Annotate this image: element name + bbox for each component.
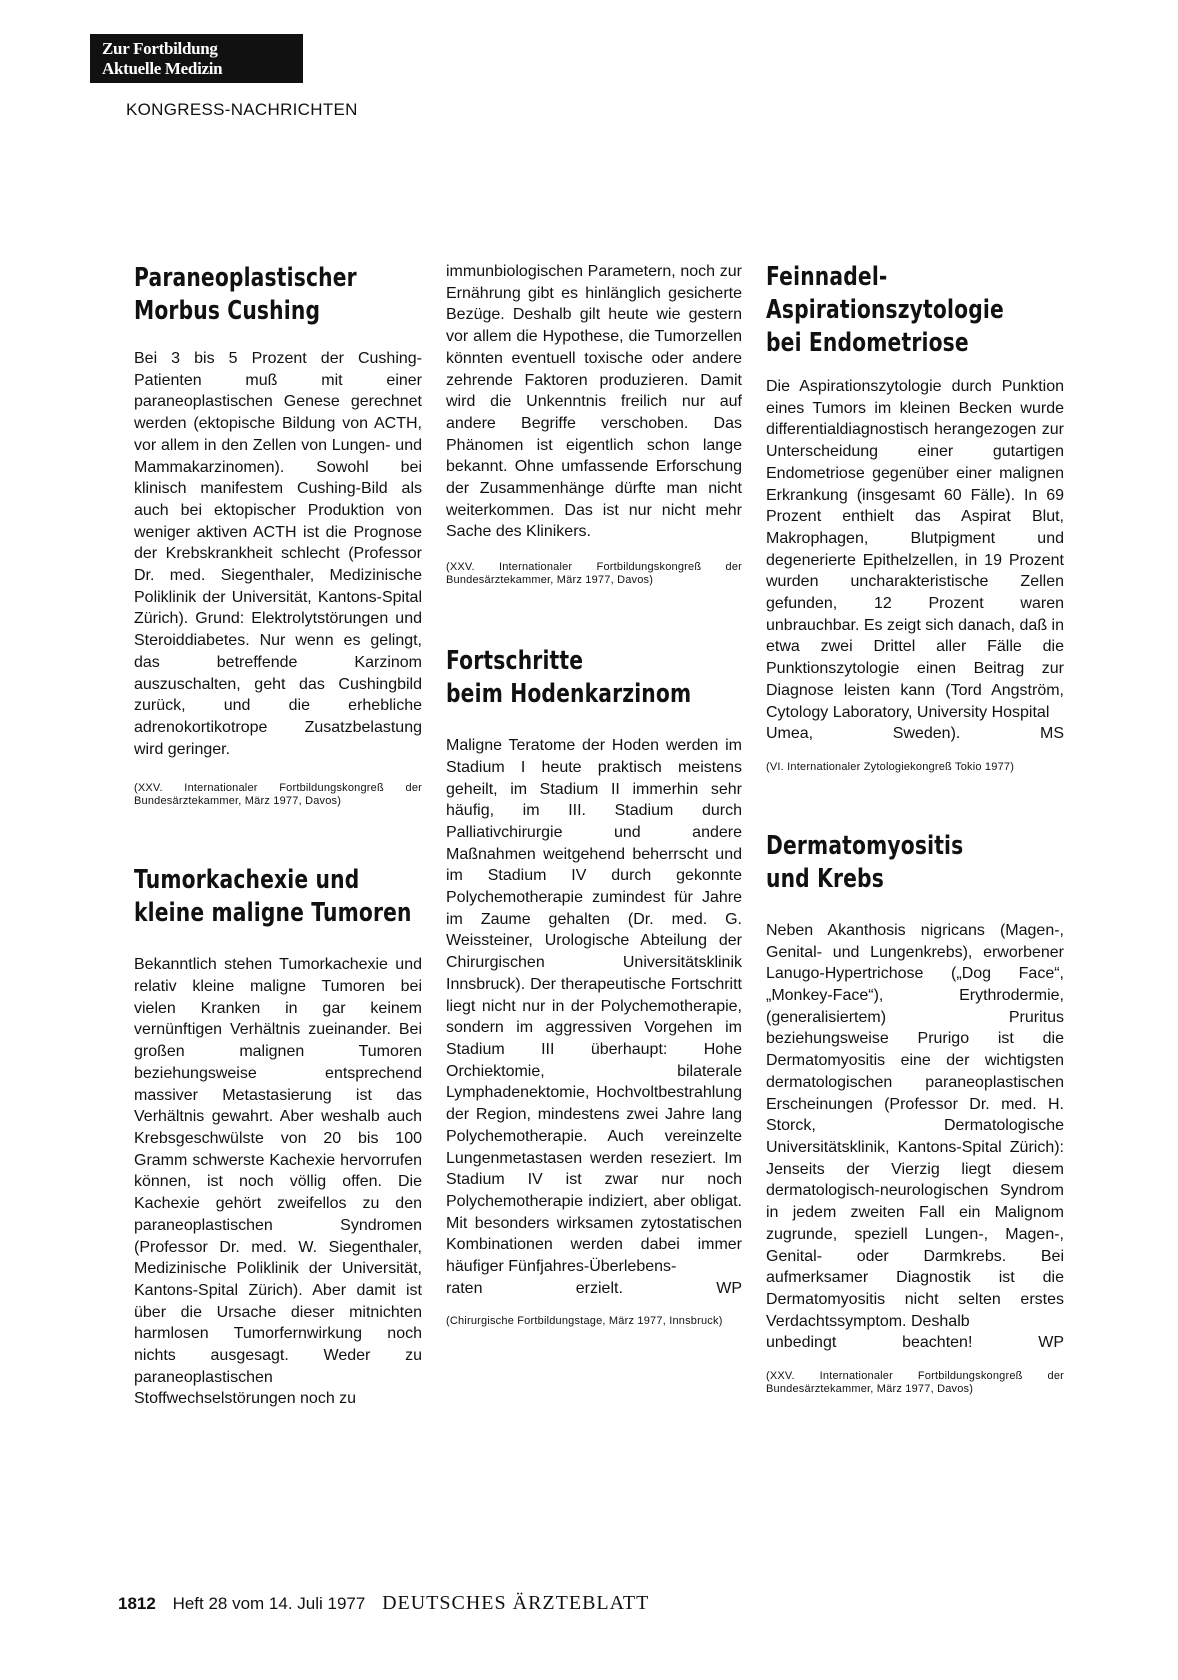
article-source-dermatomyositis: (XXV. Internationaler Fortbildungskongreß der Bundesärztekammer, März 1977, Davos) [766, 1370, 1064, 1396]
article-body-dermatomyositis: Neben Akanthosis nigricans (Magen-, Genital- und Lungenkrebs), erworbener Lanugo-Hypertrichose („Dog Face“, „Monkey-Face“), Erythrodermie, (generalisiertem) Pruritus beziehungsweise Prurigo ist die Dermatomyositis eine der wichtigsten dermatologischen paraneoplastischen Erscheinungen (Professor Dr. med. H. Storck, Dermatologische Universitätsklinik, Kantons-Spital Zürich): Jenseits der Vierzig liegt diesem dermatologisch-neurologischen Syndrom in jedem zweiten Fall ein Malignom zugrunde, speziell Lungen-, Magen-, Genital- oder Darmkrebs. Bei aufmerksamer Diagnostik ist die Dermatomyositis nicht selten erstes Verdachtssymptom. Deshalb [766, 921, 1064, 1330]
article-title-cushing: Paraneoplastischer Morbus Cushing [134, 263, 357, 326]
section-label: KONGRESS-NACHRICHTEN [126, 100, 358, 119]
rubric-line-1: Zur Fortbildung [102, 39, 218, 58]
article-body-tumorkachexie-continued: immunbiologischen Parametern, noch zur Ernährung gibt es hinlänglich gesicherte Bezüge. Deshalb gilt heute wie gestern vor allem die Hypothese, die Tumorzellen könnten eventuell toxische oder andere zehrende Faktoren produzieren. Damit wird die Unkenntnis freilich nur auf andere Begriffe verschoben. Das Phänomen ist eigentlich schon lange bekannt. Ohne umfassende Erforschung der Zusammenhänge dürfte man nicht weiterkommen. Das ist nur nicht mehr Sache des Klinikers. [446, 263, 742, 541]
column-1 [134, 262, 422, 1410]
rubric-line-2: Aktuelle Medizin [102, 59, 223, 78]
article-body-tumorkachexie: Bekanntlich stehen Tumorkachexie und relativ kleine maligne Tumoren bei vielen Kranken in gar keinem vernünftigen Verhältnis zueinander. Bei großen malignen Tumoren beziehungsweise entsprechend massiver Metastasierung ist das Verhältnis gewahrt. Aber weshalb auch Krebsgeschwülste von 20 bis 100 Gramm schwerste Kachexie hervorrufen können, ist noch völlig offen. Die Kachexie gehört zweifellos zu den paraneoplastischen Syndromen (Professor Dr. med. W. Siegenthaler, Medizinische Poliklinik der Universität, Kantons-Spital Zürich). Aber damit ist über die Ursache dieser mitnichten harmlosen Tumorfernwirkung noch nichts ausgesagt. Weder zu paraneoplastischen Stoffwechselstörungen noch zu [134, 956, 422, 1408]
column-3 [766, 261, 1064, 1396]
signature-line-hodenkarzinom [446, 1278, 742, 1300]
article-body-end-endometriose: Umea, Sweden). [766, 725, 961, 743]
article-title-tumorkachexie: Tumorkachexie und kleine maligne Tumoren [134, 865, 412, 929]
article-body-end-dermatomyositis: unbedingt beachten! [766, 1334, 973, 1352]
signature-line-endometriose [766, 723, 1064, 745]
column-2 [446, 261, 742, 1328]
article-body-cushing: Bei 3 bis 5 Prozent der Cushing-Patienten muß mit einer paraneoplastischen Genese gerechnet werden (ektopische Bildung von ACTH, vor allem in den Zellen von Lungen- und Mammakarzinomen). Sowohl bei klinisch manifestem Cushing-Bild als auch bei ektopischer Produktion von weniger aktiven ACTH ist die Prognose der Krebskrankheit schlecht (Professor Dr. med. Siegenthaler, Medizinische Poliklinik der Universität, Kantons-Spital Zürich). Grund: Elektrolytstörungen und Steroiddiabetes. Nur wenn es gelingt, das betreffende Karzinom auszuschalten, geht das Cushingbild zurück, und die erhebliche adrenokortikotrope Zusatzbelastung wird geringer. [134, 350, 422, 758]
article-body-hodenkarzinom: Maligne Teratome der Hoden werden im Stadium I heute praktisch meistens geheilt, im Stadium II immerhin sehr häufig, im III. Stadium durch Palliativchirurgie und andere Maßnahmen weitgehend beherrscht und im Stadium IV durch gekonnte Polychemotherapie zumindest für Jahre im Zaume gehalten (Dr. med. G. Weissteiner, Urologische Abteilung der Chirurgischen Universitätsklinik Innsbruck). Der therapeutische Fortschritt liegt nicht nur in der Polychemotherapie, sondern im aggressiven Vorgehen im Stadium III überhaupt: Hohe Orchiektomie, bilaterale Lymphadenektomie, Hochvoltbestrahlung der Region, mindestens zwei Jahre lang Polychemotherapie. Auch vereinzelte Lungenmetastasen werden reseziert. Im Stadium IV ist zwar nur noch Polychemotherapie indiziert, aber obligat. Mit besonders wirksamen zytostatischen Kombinationen werden dabei immer häufiger Fünfjahres-Überlebens- [446, 737, 742, 1276]
article-source-tumorkachexie: (XXV. Internationaler Fortbildungskongreß der Bundesärztekammer, März 1977, Davos) [446, 561, 742, 587]
author-initials-dermatomyositis: WP [1038, 1334, 1064, 1352]
article-title-endometriose: Feinnadel- Aspirationszytologie bei Endometriose [766, 262, 1004, 358]
article-title-hodenkarzinom: Fortschritte beim Hodenkarzinom [446, 646, 692, 710]
page-footer [118, 1592, 649, 1615]
issue-info: Heft 28 vom 14. Juli 1977 [172, 1594, 366, 1613]
article-source-hodenkarzinom: (Chirurgische Fortbildungstage, März 1977, Innsbruck) [446, 1315, 723, 1328]
article-body-end-hodenkarzinom: raten erzielt. [446, 1279, 623, 1297]
signature-line-dermatomyositis [766, 1332, 1064, 1354]
magazine-name: DEUTSCHES ÄRZTEBLATT [382, 1592, 650, 1614]
article-source-endometriose: (VI. Internationaler Zytologiekongreß Tokio 1977) [766, 760, 1015, 773]
author-initials-endometriose: MS [1040, 725, 1064, 743]
rubric-badge [90, 34, 303, 83]
page-number: 1812 [118, 1594, 156, 1613]
article-body-endometriose: Die Aspirationszytologie durch Punktion eines Tumors im kleinen Becken wurde differentialdiagnostisch herangezogen zur Unterscheidung einer gutartigen Endometriose gegenüber einer malignen Erkrankung (insgesamt 60 Fälle). In 69 Prozent enthielt das Aspirat Blut, Makrophagen, Blutpigment und degenerierte Epithelzellen, in 19 Prozent wurden uncharakteristische Zellen gefunden, 12 Prozent waren unbrauchbar. Es zeigt sich danach, daß in etwa zwei Drittel aller Fälle die Punktionszytologie einen Beitrag zur Diagnose leisten kann (Tord Angström, Cytology Laboratory, University Hospital [766, 378, 1064, 721]
article-source-cushing: (XXV. Internationaler Fortbildungskongreß der Bundesärztekammer, März 1977, Davos) [134, 782, 422, 808]
article-title-dermatomyositis: Dermatomyositis und Krebs [766, 830, 964, 894]
author-initials-hodenkarzinom: WP [716, 1279, 742, 1297]
